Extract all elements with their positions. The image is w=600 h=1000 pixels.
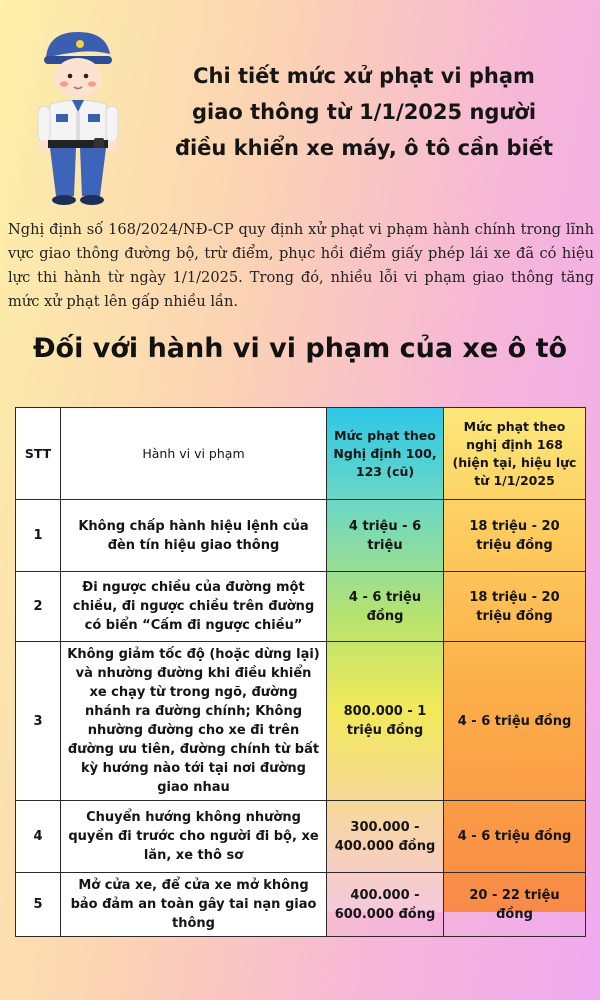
table-row (16, 801, 586, 873)
title-line-2: giao thông từ 1/1/2025 người (191, 100, 537, 124)
row-new-fine: 4 - 6 triệu đồng (444, 801, 586, 873)
row-old-fine: 4 triệu - 6 triệu (327, 500, 444, 572)
row-violation: Không giảm tốc độ (hoặc dừng lại) và nhường đường khi điều khiển xe chạy từ trong ngõ, đường nhánh ra đường chính; Không nhường đường cho xe đi trên đường ưu tiên, đường chính từ bất kỳ hướng nào tới tại nơi đường giao nhau (61, 642, 327, 801)
intro-paragraph: Nghị định số 168/2024/NĐ-CP quy định xử phạt vi phạm hành chính trong lĩnh vực giao thông đường bộ, trừ điểm, phục hồi điểm giấy phép lái xe đã có hiệu lực thi hành từ ngày 1/1/2025. Trong đó, nhiều lỗi vi phạm giao thông tăng mức xử phạt lên gấp nhiều lần. (8, 221, 594, 310)
row-old-fine: 800.000 - 1 triệu đồng (327, 642, 444, 801)
page-title (138, 58, 590, 166)
header-old-fine: Mức phạt theo Nghị định 100, 123 (cũ) (327, 408, 444, 500)
row-stt: 3 (16, 642, 61, 801)
row-stt: 1 (16, 500, 61, 572)
traffic-police-officer-icon (28, 20, 128, 210)
row-new-fine: 4 - 6 triệu đồng (444, 642, 586, 801)
row-violation: Mở cửa xe, để cửa xe mở không bảo đảm an toàn gây tai nạn giao thông (61, 873, 327, 937)
row-violation: Đi ngược chiều của đường một chiều, đi ngược chiều trên đường có biển “Cấm đi ngược chiều” (61, 572, 327, 642)
row-violation: Chuyển hướng không nhường quyền đi trước cho người đi bộ, xe lăn, xe thô sơ (61, 801, 327, 873)
row-old-fine: 4 - 6 triệu đồng (327, 572, 444, 642)
row-stt: 4 (16, 801, 61, 873)
table-row (16, 642, 586, 801)
table-header-row (16, 408, 586, 500)
row-new-fine: 18 triệu - 20 triệu đồng (444, 572, 586, 642)
row-new-fine: 18 triệu - 20 triệu đồng (444, 500, 586, 572)
fines-table (15, 407, 586, 937)
title-line-3: điều khiển xe máy, ô tô cần biết (174, 136, 554, 160)
row-violation: Không chấp hành hiệu lệnh của đèn tín hiệu giao thông (61, 500, 327, 572)
header-stt: STT (16, 408, 61, 500)
section-title: Đối với hành vi vi phạm của xe ô tô (32, 333, 568, 364)
row-stt: 5 (16, 873, 61, 937)
header-violation: Hành vi vi phạm (61, 408, 327, 500)
row-new-fine: 20 - 22 triệu đồng (444, 873, 586, 937)
table-row (16, 500, 586, 572)
row-old-fine: 400.000 - 600.000 đồng (327, 873, 444, 937)
table-row (16, 873, 586, 937)
header-new-fine: Mức phạt theo nghị định 168 (hiện tại, hiệu lực từ 1/1/2025 (444, 408, 586, 500)
table-row (16, 572, 586, 642)
row-stt: 2 (16, 572, 61, 642)
title-line-1: Chi tiết mức xử phạt vi phạm (193, 64, 535, 88)
row-old-fine: 300.000 - 400.000 đồng (327, 801, 444, 873)
